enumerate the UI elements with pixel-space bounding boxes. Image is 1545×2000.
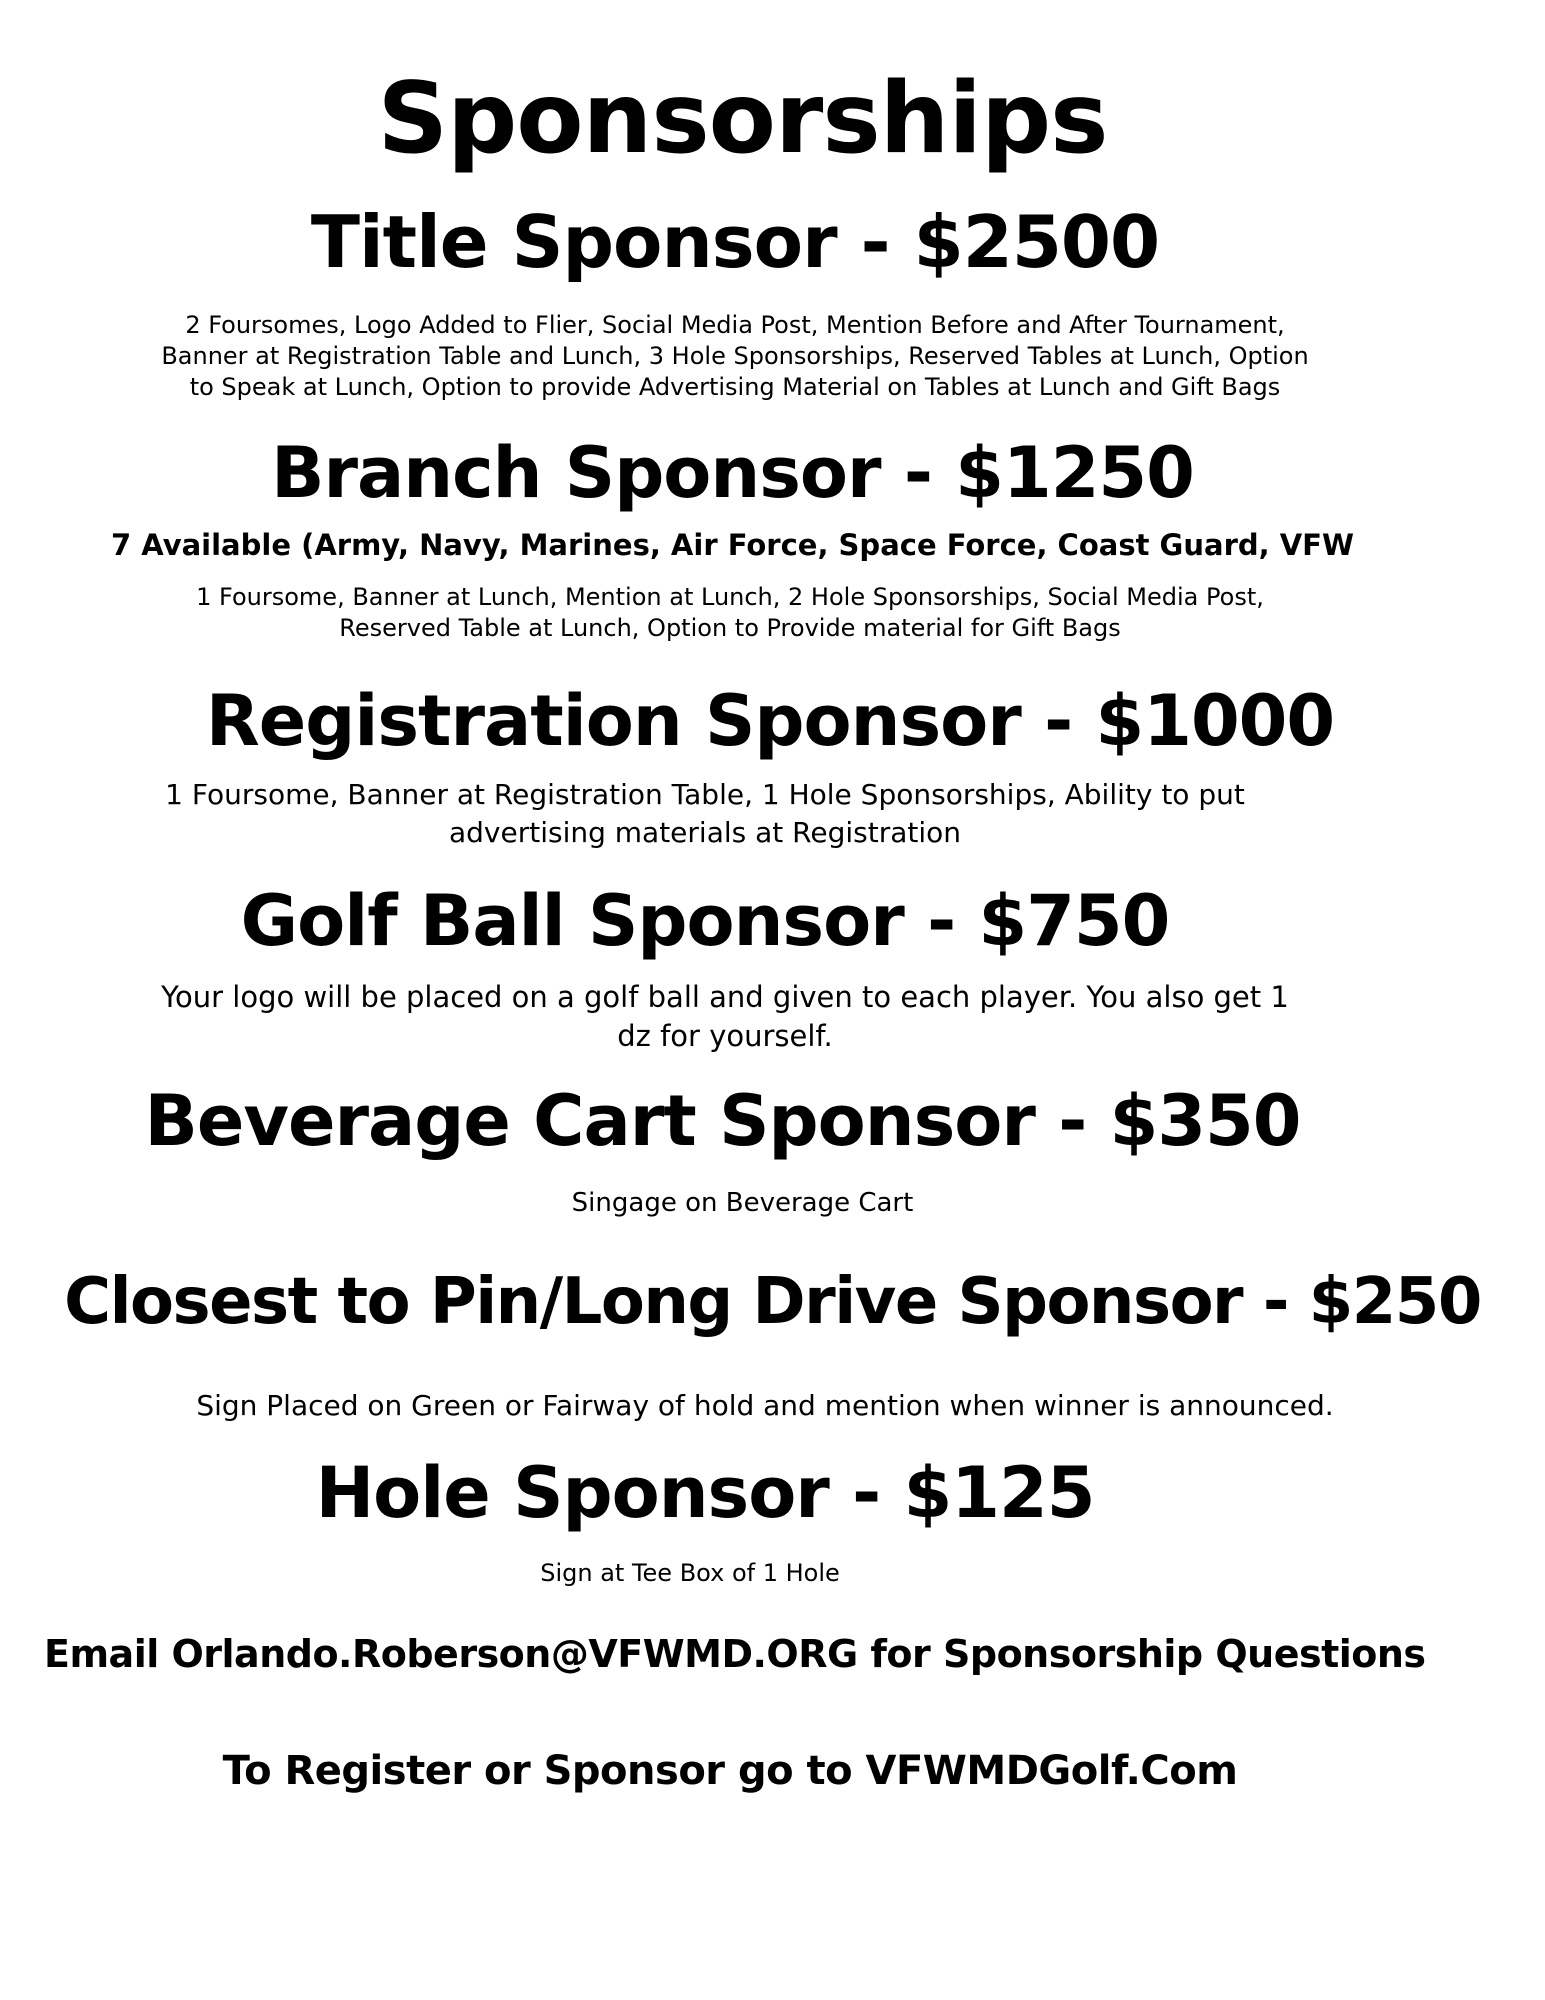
branch-sponsor-description: 1 Foursome, Banner at Lunch, Mention at Lunch, 2 Hole Sponsorships, Social Media Post, Reserved Table at Lunch, Option to Provide material for Gift Bags xyxy=(196,583,1264,643)
hole-sponsor-description: Sign at Tee Box of 1 Hole xyxy=(540,1559,840,1587)
beverage-cart-sponsor-heading: Beverage Cart Sponsor - $350 xyxy=(144,1080,1301,1162)
hole-sponsor-heading: Hole Sponsor - $125 xyxy=(315,1452,1095,1534)
golf-ball-sponsor-description: Your logo will be placed on a golf ball and given to each player. You also get 1 dz for yourself. xyxy=(161,980,1289,1054)
closest-pin-sponsor-heading: Closest to Pin/Long Drive Sponsor - $250 xyxy=(64,1265,1481,1339)
closest-pin-sponsor-description: Sign Placed on Green or Fairway of hold and mention when winner is announced. xyxy=(196,1389,1334,1422)
registration-sponsor-description: 1 Foursome, Banner at Registration Table, 1 Hole Sponsorships, Ability to put advertising materials at Registration xyxy=(165,778,1245,849)
title-sponsor-description: 2 Foursomes, Logo Added to Flier, Social Media Post, Mention Before and After Tournament, Banner at Registration Table and Lunch, 3 Hole Sponsorships, Reserved Tables at Lunch, Option to Speak at Lunch, Option to provide Advertising Material on Tables at Lunch and Gift Bags xyxy=(161,311,1309,402)
branch-sponsor-availability: 7 Available (Army, Navy, Marines, Air Force, Space Force, Coast Guard, VFW xyxy=(111,528,1354,562)
register-line: To Register or Sponsor go to VFWMDGolf.Com xyxy=(222,1748,1238,1794)
title-sponsor-heading: Title Sponsor - $2500 xyxy=(310,200,1160,284)
golf-ball-sponsor-heading: Golf Ball Sponsor - $750 xyxy=(240,880,1170,962)
page-title: Sponsorships xyxy=(377,62,1108,176)
contact-email-line: Email Orlando.Roberson@VFWMD.ORG for Sponsorship Questions xyxy=(44,1632,1426,1676)
beverage-cart-sponsor-description: Singage on Beverage Cart xyxy=(571,1188,914,1218)
branch-sponsor-heading: Branch Sponsor - $1250 xyxy=(271,432,1194,514)
registration-sponsor-heading: Registration Sponsor - $1000 xyxy=(205,680,1335,762)
